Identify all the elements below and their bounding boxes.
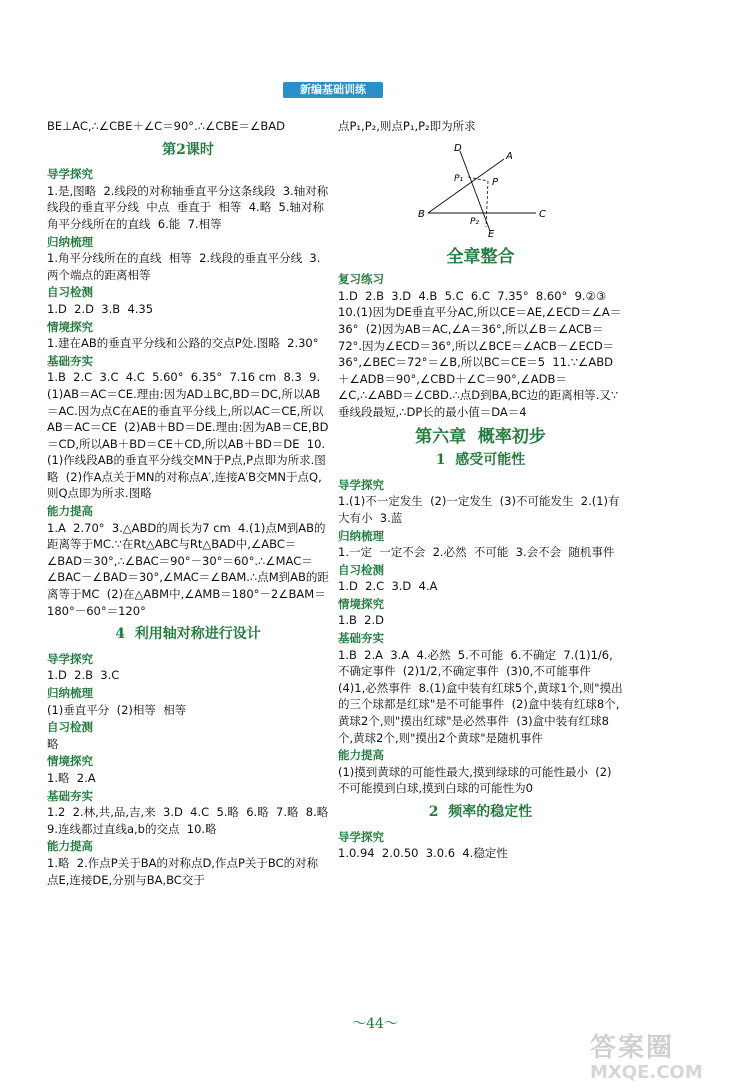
- section-heading: 2 频率的稳定性: [428, 804, 533, 820]
- page-number: ～44～: [352, 1016, 398, 1032]
- label-a: A: [506, 150, 513, 162]
- section-label: 自习检测: [338, 562, 384, 577]
- section-label: 归纳梳理: [47, 234, 93, 249]
- section-label: 导学探究: [47, 167, 93, 182]
- answer-text: 1.D 2.B 3.D 4.B 5.C 6.C 7.35° 8.60° 9.②③ 10.(1)因为DE垂直平分AC,所以CE＝AE,∠ECD＝∠A＝36° (2)因为AB＝AC,∠A＝36°,所以∠B＝∠ACB＝72°.因为∠ECD＝36°,所以∠BCE＝∠ACB－∠ECD＝36°,∠BEC＝72°＝∠B,所以BC＝CE＝5 11.∵∠ABD＋∠ADB＝90°,∠CBD＋∠C＝90°,∠ADB＝∠C,∴∠ABD＝∠CBD.∴点D到BA,BC边的距离相等.又∵垂线段最短,∴DP长的最小值＝DA＝4: [338, 288, 622, 419]
- section-label: 基础夯实: [338, 631, 384, 646]
- answer-text: 略: [47, 736, 59, 751]
- section-label: 导学探究: [338, 829, 384, 844]
- section-label: 情境探究: [338, 596, 384, 611]
- section-label: 归纳梳理: [47, 686, 93, 700]
- answer-text: 1.一定 一定不会 2.必然 不可能 3.会不会 随机事件: [338, 545, 615, 560]
- left-column: [47, 118, 336, 888]
- section-label: 基础夯实: [47, 353, 93, 368]
- section-label: 基础夯实: [47, 788, 93, 803]
- section-label: 自习检测: [47, 285, 93, 300]
- watermark-logo: [590, 1027, 740, 1083]
- answer-text: 点P₁,P₂,则点P₁,P₂即为所求: [338, 119, 476, 133]
- chapter-heading: 第六章 概率初步: [415, 426, 546, 447]
- answer-text: 1.略 2.A: [47, 770, 96, 785]
- answer-text: 1.B 2.C 3.C 4.C 5.60° 6.35° 7.16 cm 8.3 9.(1)AB＝AC＝CE.理由:因为AD⊥BC,BD＝DC,所以AB＝AC.因为点C在AE的垂直平分线上,所以AC＝CE,所以AB＝AC＝CE (2)AB＋BD＝DE.理由:因为AB＝CE,BD＝CD,所以AB＋BD＝CE＋CD,所以AB＋BD＝DE 10.(1)作线段AB的垂直平分线交MN于P点,P点即为所求.图略 (2)作A点关于MN的对称点A′,连接A′B交MN于点Q,则Q点即为所求.图略: [47, 370, 329, 501]
- label-b: B: [418, 208, 425, 220]
- answer-text: 1.D 2.D 3.B 4.35: [47, 301, 154, 316]
- watermark-line2: MXQE.COM: [590, 1062, 703, 1083]
- label-p1: P₁: [454, 173, 464, 184]
- answer-text: (1)摸到黄球的可能性最大,摸到绿球的可能性最小 (2)不可能摸到白球,摸到白球的可能性为0: [338, 764, 612, 796]
- label-c: C: [539, 208, 546, 220]
- section-label: 情境探究: [47, 319, 93, 334]
- section-label: 归纳梳理: [338, 528, 384, 543]
- section-label: 导学探究: [47, 651, 93, 666]
- section-heading: 第2课时: [162, 141, 214, 158]
- section-heading: 1 感受可能性: [435, 452, 526, 469]
- label-p2: P₂: [470, 216, 480, 227]
- section-label: 情境探究: [47, 754, 93, 769]
- answer-text: 1.D 2.B 3.C: [47, 668, 120, 683]
- answer-text: (1)垂直平分 (2)相等 相等: [47, 702, 187, 717]
- answer-text: 1.是,图略 2.线段的对称轴垂直平分这条线段 3.轴对称 线段的垂直平分线 中点 垂直于 相等 4.略 5.轴对称 角平分线所在的直线 6.能 7.相等: [47, 183, 336, 231]
- answer-text: BE⊥AC,∴∠CBE＋∠C＝90°.∴∠CBE＝∠BAD: [47, 119, 285, 133]
- chapter-heading: 全章整合: [446, 246, 515, 267]
- section-heading: 4 利用轴对称进行设计: [115, 626, 261, 643]
- answer-text: 1.B 2.D: [338, 613, 384, 628]
- answer-text: 1.A 2.70° 3.△ABD的周长为7 cm 4.(1)点M到AB的距离等于MC.∵在Rt△ABC与Rt△BAD中,∠ABC＝∠BAD＝30°,∴∠BAC＝90°－30°＝60°.∴∠MAC＝∠BAC－∠BAD＝30°,∠MAC＝∠BAM.∴点M到AB的距离等于MC (2)在△ABM中,∠AMB＝180°－2∠BAM＝180°－60°＝120°: [47, 520, 329, 618]
- answer-text: 1.略 2.作点P关于BA的对称点D,作点P关于BC的对称点E,连接DE,分别与BA,BC交于: [47, 855, 319, 887]
- geometry-figure: [338, 137, 623, 237]
- label-e: E: [488, 228, 495, 237]
- answer-text: 1.0.94 2.0.50 3.0.6 4.稳定性: [338, 846, 508, 861]
- section-label: 自习检测: [47, 720, 93, 735]
- answer-text: 1.建在AB的垂直平分线和公路的交点P处.图略 2.30°: [47, 336, 319, 351]
- answer-text: 1.(1)不一定发生 (2)一定发生 (3)不可能发生 2.(1)有大有小 3.蓝: [338, 494, 620, 525]
- section-label: 复习练习: [338, 272, 384, 287]
- section-label: 能力提高: [47, 504, 93, 519]
- answer-text: 1.D 2.C 3.D 4.A: [338, 579, 438, 594]
- reflection-diagram: [416, 137, 566, 237]
- answer-text: 1.2 2.林,共,品,吉,来 3.D 4.C 5.略 6.略 7.略 8.略 9.连线都过直线a,b的交点 10.略: [47, 805, 336, 836]
- section-label: 能力提高: [47, 839, 93, 854]
- section-label: 能力提高: [338, 748, 384, 763]
- label-p: P: [492, 176, 499, 188]
- watermark-line1: 答案圈: [590, 1033, 675, 1063]
- right-column: [338, 118, 623, 862]
- answer-text: 1.角平分线所在的直线 相等 2.线段的垂直平分线 3.两个端点的距离相等: [47, 251, 321, 282]
- series-title-banner: 新编基础训练: [283, 82, 383, 98]
- label-d: D: [454, 142, 462, 154]
- answer-text: 1.B 2.A 3.A 4.必然 5.不可能 6.不确定 7.(1)1/6,不确定事件 (2)1/2,不确定事件 (3)0,不可能事件 (4)1,必然事件 8.(1)盒中装有红球5个,黄球1个,则"摸出的三个球都是红球"是不可能事件 (2)盒中装有红球8个,黄球2个,则"摸出红球"是必然事件 (3)盒中装有红球8个,黄球2个,则"摸出2个黄球"是随机事件: [338, 647, 623, 745]
- section-label: 导学探究: [338, 477, 384, 492]
